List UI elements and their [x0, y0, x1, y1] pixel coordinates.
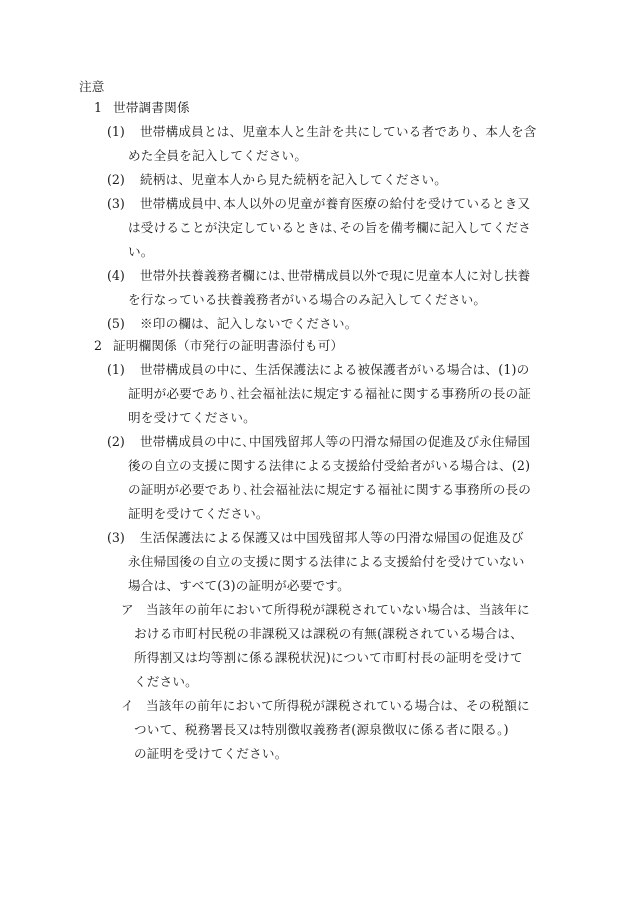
section-heading: 証明欄関係（市発行の証明書添付も可） — [113, 338, 344, 353]
subitem-text-line: 当該年の前年において所得税が課税されていない場合は、当該年に — [146, 602, 530, 617]
item-text-line: 証明が必要であり､社会福祉法に規定する福祉に関する事務所の長の証 — [128, 386, 532, 401]
item-number: (2) — [107, 172, 125, 187]
subitem-text-line: ついて、税務署長又は特別徴収義務者(源泉徴収に係る者に限る。) — [134, 722, 509, 737]
item-text-line: 世帯構成員中､本人以外の児童が養育医療の給付を受けているとき又 — [140, 196, 531, 211]
item-text-line: めた全員を記入してください。 — [128, 148, 308, 163]
item-number: (2) — [107, 434, 125, 449]
item-text-line: 後の自立の支援に関する法律による支援給付受給者がいる場合は、(2) — [128, 458, 531, 473]
subitem-marker: イ — [121, 698, 134, 713]
item-text-line: 世帯構成員の中に､中国残留邦人等の円滑な帰国の促進及び永住帰国 — [140, 434, 531, 449]
item-number: (1) — [107, 362, 125, 377]
item-text-line: 世帯構成員とは、児童本人と生計を共にしている者であり、本人を含 — [140, 124, 537, 139]
section-number: 1 — [94, 100, 103, 115]
item-text-line: の証明が必要であり､社会福祉法に規定する福祉に関する事務所の長の — [128, 482, 532, 497]
section-number: 2 — [94, 338, 103, 353]
item-text-line: ※印の欄は、記入しないでください。 — [140, 316, 358, 331]
item-number: (1) — [107, 124, 125, 139]
item-text-line: 永住帰国後の自立の支援に関する法律による支援給付を受けていない — [128, 554, 525, 569]
item-text-line: 場合は、すべて(3)の証明が必要です。 — [128, 578, 350, 593]
item-text-line: は受けることが決定しているときは､その旨を備考欄に記入してくださ — [128, 220, 532, 235]
item-text-line: 明を受けてください。 — [128, 410, 256, 425]
item-number: (3) — [107, 530, 125, 545]
item-text-line: 続柄は、児童本人から見た続柄を記入してください。 — [140, 172, 448, 187]
page-title: 注意 — [79, 79, 105, 94]
subitem-text-line: の証明を受けてください。 — [134, 746, 288, 761]
item-text-line: 証明を受けてください。 — [128, 506, 269, 521]
subitem-text-line: 当該年の前年において所得税が課税されている場合は、その税額に — [146, 698, 530, 713]
subitem-text-line: おける市町村民税の非課税又は課税の有無(課税されている場合は、 — [134, 626, 523, 641]
subitem-marker: ア — [121, 602, 134, 617]
subitem-text-line: 所得割又は均等割に係る課税状況)について市町村長の証明を受けて — [134, 650, 523, 665]
subitem-text-line: ください。 — [134, 674, 198, 689]
item-text-line: を行なっている扶養義務者がいる場合のみ記入してください。 — [128, 292, 487, 307]
item-text-line: い。 — [128, 244, 154, 259]
item-number: (4) — [107, 268, 125, 283]
item-text-line: 生活保護法による保護又は中国残留邦人等の円滑な帰国の促進及び — [140, 530, 524, 545]
item-number: (3) — [107, 196, 125, 211]
item-number: (5) — [107, 316, 125, 331]
item-text-line: 世帯構成員の中に、生活保護法による被保護者がいる場合は、(1)の — [140, 362, 530, 377]
section-heading: 世帯調書関係 — [113, 100, 190, 115]
item-text-line: 世帯外扶養義務者欄には､世帯構成員以外で現に児童本人に対し扶養 — [140, 268, 531, 283]
